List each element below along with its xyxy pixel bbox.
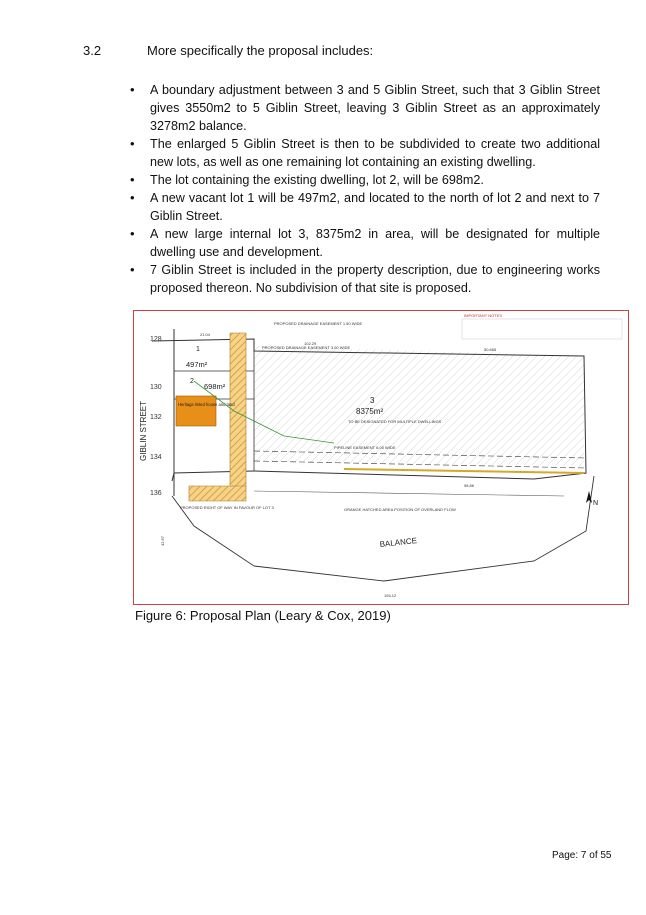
easement-label: PIPELINE EASEMENT 6.00 WIDE xyxy=(334,445,396,450)
lot2-number: 2 xyxy=(190,378,194,385)
lot1-number: 1 xyxy=(196,346,200,353)
street-number-label: 132 xyxy=(150,414,162,421)
dimension-label: 194.12 xyxy=(384,593,397,598)
easement-highlight-line xyxy=(344,469,584,473)
easement-label: ORANGE HATCHED AREA POSITION OF OVERLAND FLOW xyxy=(344,507,456,512)
north-label: N xyxy=(593,500,599,507)
proposal-list xyxy=(128,81,600,297)
lot3-note: TO BE DESIGNATED FOR MULTIPLE DWELLINGS xyxy=(348,419,442,424)
north-arrow-icon xyxy=(586,491,598,507)
list-item: • The lot containing the existing dwelling, lot 2, will be 698m2. xyxy=(128,171,600,189)
easement-label: PROPOSED RIGHT OF WAY IN FAVOUR OF LOT 3 xyxy=(180,505,274,510)
site-plan-drawing xyxy=(134,311,628,604)
section-title: More specifically the proposal includes: xyxy=(147,43,374,58)
lot3-number: 3 xyxy=(370,396,375,405)
dimension-label: 21.04 xyxy=(200,332,211,337)
notes-box xyxy=(462,319,622,339)
list-item: • A new vacant lot 1 will be 497m2, and located to the north of lot 2 and next to 7 Giblin Street. xyxy=(128,189,600,225)
list-item: • 7 Giblin Street is included in the property description, due to engineering works proposed thereon. No subdivision of that site is proposed. xyxy=(128,261,600,297)
heritage-note: Heritage listed house and land xyxy=(178,402,235,407)
list-item: • A new large internal lot 3, 8375m2 in area, will be designated for multiple dwelling use and development. xyxy=(128,225,600,261)
page-number: Page: 7 of 55 xyxy=(552,850,612,861)
lot1-area: 497m² xyxy=(186,360,208,369)
internal-boundary xyxy=(254,491,564,496)
balance-label: BALANCE xyxy=(379,536,418,549)
dimension-label: 102.29 xyxy=(304,341,317,346)
figure-caption: Figure 6: Proposal Plan (Leary & Cox, 2019) xyxy=(135,608,391,623)
street-label: GIBLIN STREET xyxy=(139,400,148,461)
dimension-label: 42.67 xyxy=(160,535,165,546)
easement-label: PROPOSED DRAINAGE EASEMENT 1.50 WIDE xyxy=(274,321,363,326)
section-number: 3.2 xyxy=(83,43,102,58)
street-number-label: 136 xyxy=(150,490,162,497)
dimension-label: 98.86 xyxy=(464,483,475,488)
street-number-label: 128 xyxy=(150,336,162,343)
heritage-house-box xyxy=(176,396,216,426)
lot2-area: 698m² xyxy=(204,382,226,391)
notes-title: IMPORTANT NOTES xyxy=(464,313,503,318)
street-number-label: 134 xyxy=(150,454,162,461)
street-number-label: 130 xyxy=(150,384,162,391)
easement-label: PROPOSED DRAINAGE EASEMENT 3.00 WIDE xyxy=(262,345,351,350)
list-item: • A boundary adjustment between 3 and 5 Giblin Street, such that 3 Giblin Street gives 3550m2 to 5 Giblin Street, leaving 3 Giblin Street as an approximately 3278m2 balance. xyxy=(128,81,600,135)
proposal-plan-figure xyxy=(133,310,629,605)
dimension-label: 50.665 xyxy=(484,347,497,352)
lot3-area: 8375m² xyxy=(356,407,384,416)
overland-flow-hatch xyxy=(189,486,246,501)
right-of-way-hatch xyxy=(230,333,246,489)
list-item: • The enlarged 5 Giblin Street is then to be subdivided to create two additional new lots, as well as one remaining lot containing an existing dwelling. xyxy=(128,135,600,171)
contour-area xyxy=(254,346,584,466)
